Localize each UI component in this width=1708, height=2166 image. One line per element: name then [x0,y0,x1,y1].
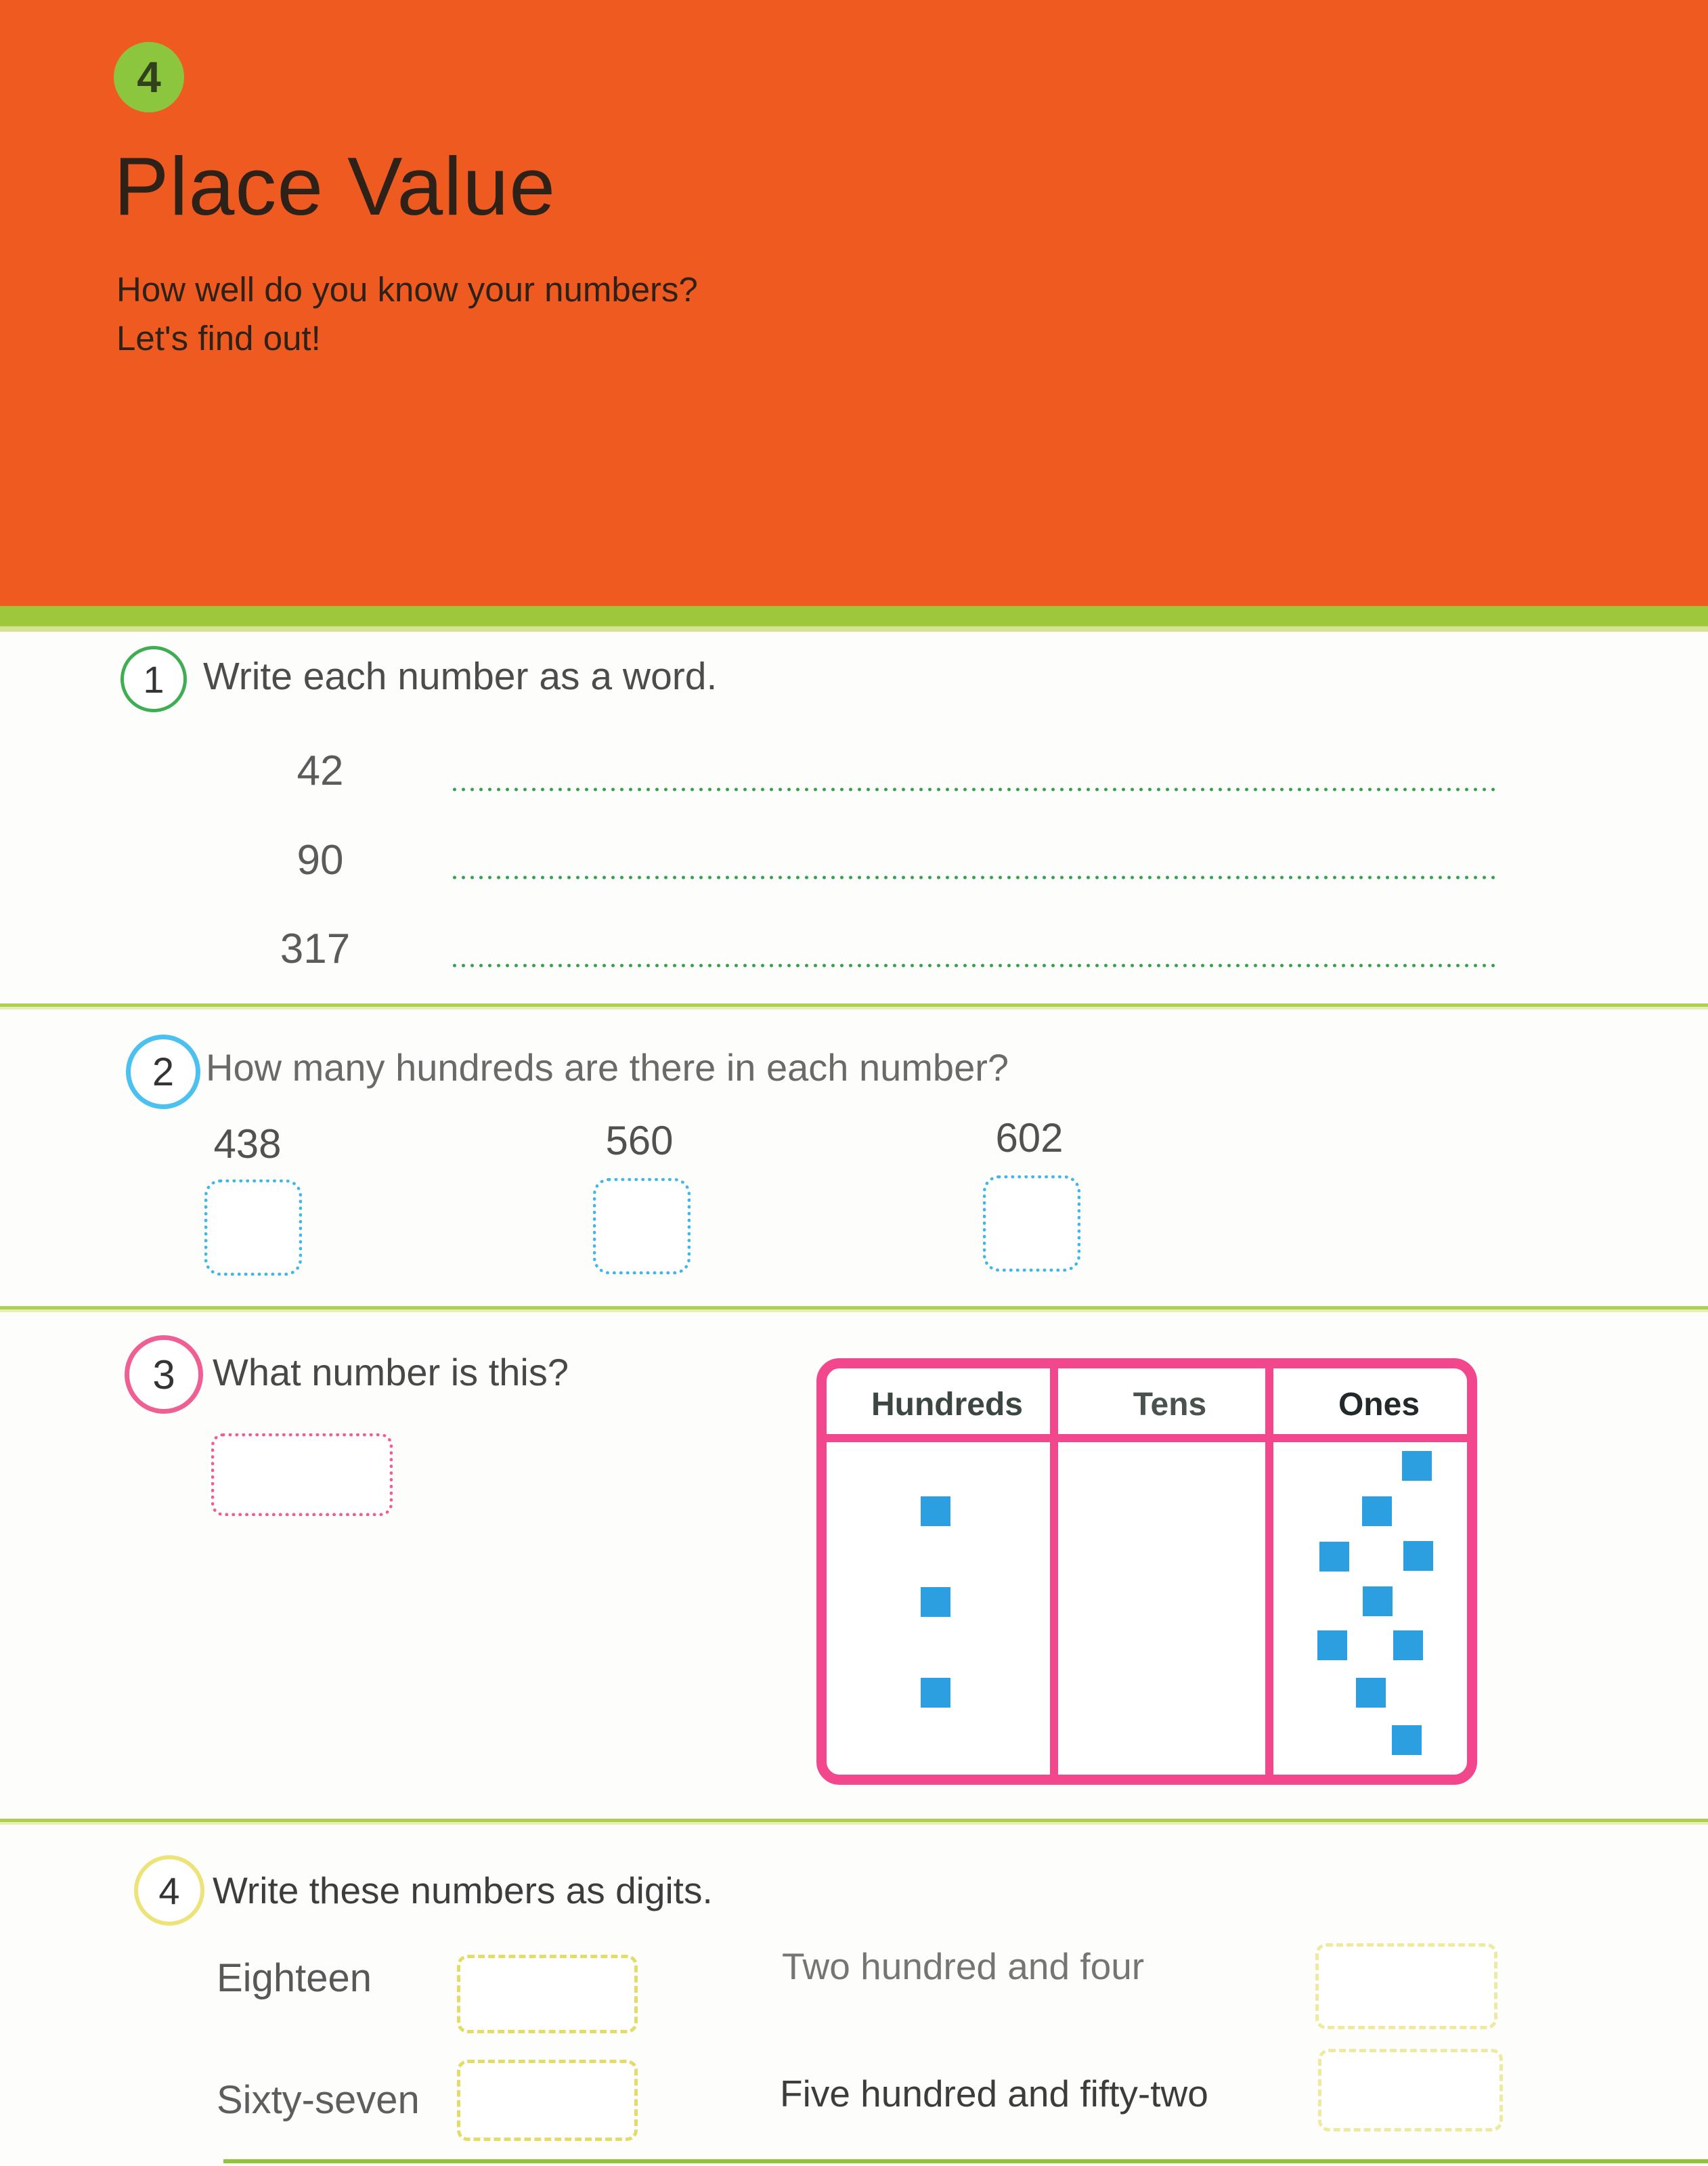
section1-item-90: 90 [297,837,344,884]
section1-number-circle: 1 [121,646,187,712]
section4-number-circle: 4 [134,1855,204,1926]
answer-box-438[interactable] [204,1179,302,1276]
block-ones-3 [1319,1542,1349,1572]
block-hundreds-2 [921,1587,950,1617]
section4-item-sixty-seven: Sixty-seven [217,2078,420,2122]
section1-item-42: 42 [297,748,344,794]
answer-box-two-hundred-four[interactable] [1315,1943,1497,2029]
table-header-divider [827,1434,1467,1442]
subtitle-line-1: How well do you know your numbers? [116,270,698,309]
block-ones-1 [1402,1451,1432,1481]
section-separator-2-glow [0,1309,1708,1312]
table-column-divider-2 [1265,1368,1273,1775]
section2-item-602: 602 [995,1115,1064,1161]
answer-box-what-number[interactable] [211,1433,393,1516]
page-title: Place Value [114,140,556,232]
section1-item-317: 317 [280,926,351,972]
section2-item-560: 560 [605,1118,674,1163]
answer-box-eighteen[interactable] [457,1955,638,2033]
block-ones-5 [1363,1586,1393,1616]
block-ones-2 [1362,1496,1392,1526]
section-separator-3-glow [0,1822,1708,1825]
block-ones-8 [1356,1678,1386,1708]
section2-item-438: 438 [213,1121,282,1167]
section4-item-eighteen: Eighteen [217,1956,372,2000]
subtitle-line-2: Let's find out! [116,319,321,358]
unit-number-badge: 4 [114,42,184,112]
block-ones-7 [1393,1630,1423,1660]
page-header [0,0,1708,606]
answer-box-sixty-seven[interactable] [457,2060,638,2141]
place-value-table [816,1358,1477,1785]
section3-number-circle: 3 [125,1335,203,1414]
answer-box-602[interactable] [983,1175,1080,1272]
answer-box-560[interactable] [593,1178,691,1274]
answer-box-five-hundred-fifty-two[interactable] [1318,2049,1503,2131]
section2-number-circle: 2 [126,1035,200,1109]
table-header-tens: Tens [1133,1387,1207,1423]
section3-heading: What number is this? [213,1351,569,1393]
block-hundreds-3 [921,1678,950,1708]
section2-heading: How many hundreds are there in each number? [206,1046,1009,1089]
header-green-stripe-light [0,626,1708,632]
header-green-stripe [0,606,1708,626]
table-column-divider-1 [1050,1368,1058,1775]
table-header-hundreds: Hundreds [871,1387,1023,1423]
page-bottom-rule [223,2159,1708,2163]
page-subtitle [116,265,698,363]
section4-heading: Write these numbers as digits. [213,1869,713,1911]
answer-line-42[interactable] [450,787,1498,792]
answer-line-90[interactable] [450,875,1498,880]
block-ones-6 [1317,1630,1347,1660]
block-ones-9 [1392,1725,1422,1755]
section1-heading: Write each number as a word. [203,655,718,698]
section-separator-1-glow [0,1007,1708,1010]
section4-item-five-hundred-fifty-two: Five hundred and fifty-two [780,2073,1208,2115]
block-hundreds-1 [921,1496,950,1526]
block-ones-4 [1403,1541,1433,1571]
section4-item-two-hundred-four: Two hundred and four [782,1945,1145,1987]
table-header-ones: Ones [1338,1387,1420,1423]
answer-line-317[interactable] [450,963,1498,968]
